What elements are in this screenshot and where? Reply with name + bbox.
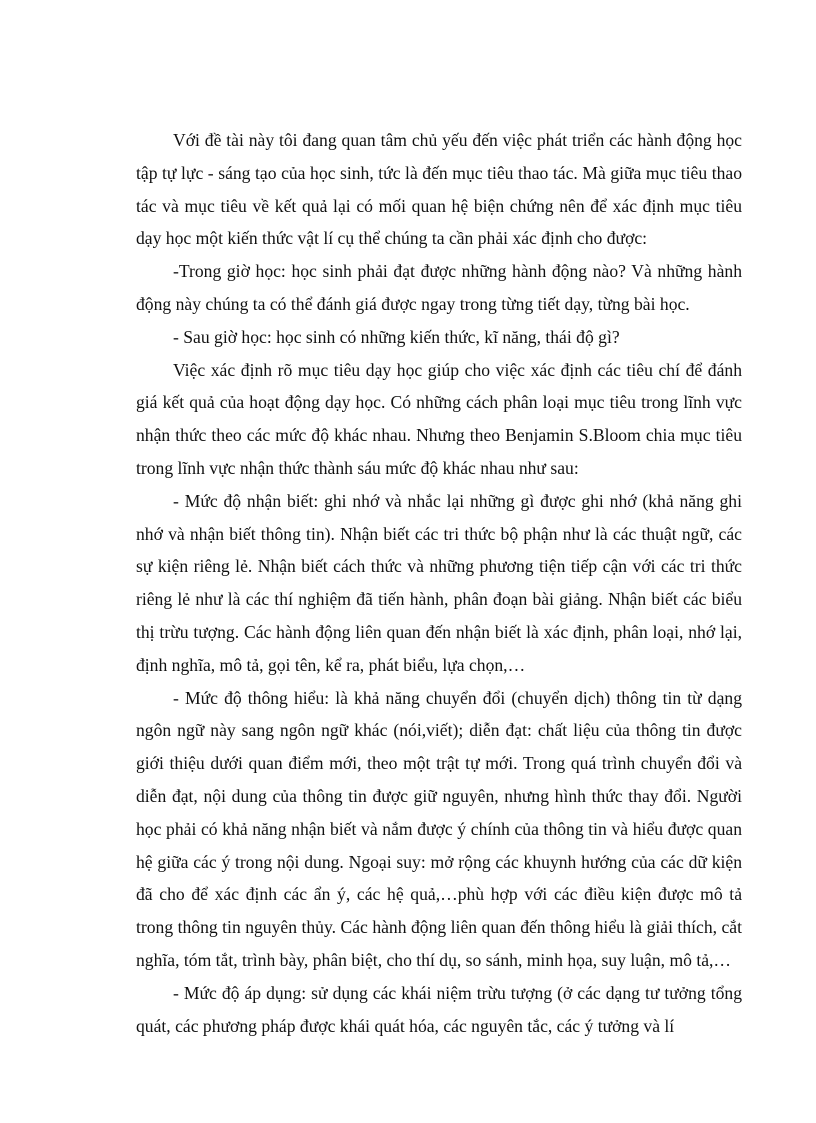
paragraph-intro: Với đề tài này tôi đang quan tâm chủ yếu đến việc phát triển các hành động học tập tự lực - sáng tạo của học sinh, tức là đến mục tiêu thao tác. Mà giữa mục tiêu thao tác và mục tiêu về kết quả lại có mối quan hệ biện chứng nên để xác định mục tiêu dạy học một kiến thức vật lí cụ thể chúng ta cần phải xác định cho được: xyxy=(136,130,742,249)
paragraph-application-level: - Mức độ áp dụng: sử dụng các khái niệm trừu tượng (ở các dạng tư tưởng tổng quát, các phương pháp được khái quát hóa, các nguyên tắc, các ý tưởng và lí xyxy=(136,982,742,1036)
paragraph-bloom: Việc xác định rõ mục tiêu dạy học giúp cho việc xác định các tiêu chí để đánh giá kết quả của hoạt động dạy học. Có những cách phân loại mục tiêu trong lĩnh vực nhận thức theo các mức độ khác nhau. Nhưng theo Benjamin S.Bloom chia mục tiêu trong lĩnh vực nhận thức thành sáu mức độ khác nhau như sau: xyxy=(136,359,742,478)
paragraph-recognition-level: - Mức độ nhận biết: ghi nhớ và nhắc lại những gì được ghi nhớ (khả năng ghi nhớ và nhận biết thông tin). Nhận biết các tri thức bộ phận như là các thuật ngữ, các sự kiện riêng lẻ. Nhận biết cách thức và những phương tiện tiếp cận với các tri thức riêng lẻ như là các thí nghiệm đã tiến hành, phân đoạn bài giảng. Nhận biết các biểu thị trừu tượng. Các hành động liên quan đến nhận biết là xác định, phân loại, nhớ lại, định nghĩa, mô tả, gọi tên, kể ra, phát biểu, lựa chọn,… xyxy=(136,490,742,675)
paragraph-comprehension-level: - Mức độ thông hiểu: là khả năng chuyển đổi (chuyển dịch) thông tin từ dạng ngôn ngữ này sang ngôn ngữ khác (nói,viết); diễn đạt: chất liệu của thông tin được giới thiệu dưới quan điểm mới, theo một trật tự mới. Trong quá trình chuyển đổi và diễn đạt, nội dung của thông tin được giữ nguyên, nhưng hình thức thay đổi. Người học phải có khả năng nhận biết và nắm được ý chính của thông tin và hiểu được quan hệ giữa các ý trong nội dung. Ngoại suy: mở rộng các khuynh hướng của các dữ kiện đã cho để xác định các ẩn ý, các hệ quả,…phù hợp với các điều kiện được mô tả trong thông tin nguyên thủy. Các hành động liên quan đến thông hiểu là giải thích, cắt nghĩa, tóm tắt, trình bày, phân biệt, cho thí dụ, so sánh, minh họa, suy luận, mô tả,… xyxy=(136,687,742,970)
paragraph-during-class: -Trong giờ học: học sinh phải đạt được những hành động nào? Và những hành động này chúng ta có thể đánh giá được ngay trong từng tiết dạy, từng bài học. xyxy=(136,261,742,314)
page-body xyxy=(136,124,742,1042)
paragraph-after-class: - Sau giờ học: học sinh có những kiến thức, kĩ năng, thái độ gì? xyxy=(173,326,620,347)
